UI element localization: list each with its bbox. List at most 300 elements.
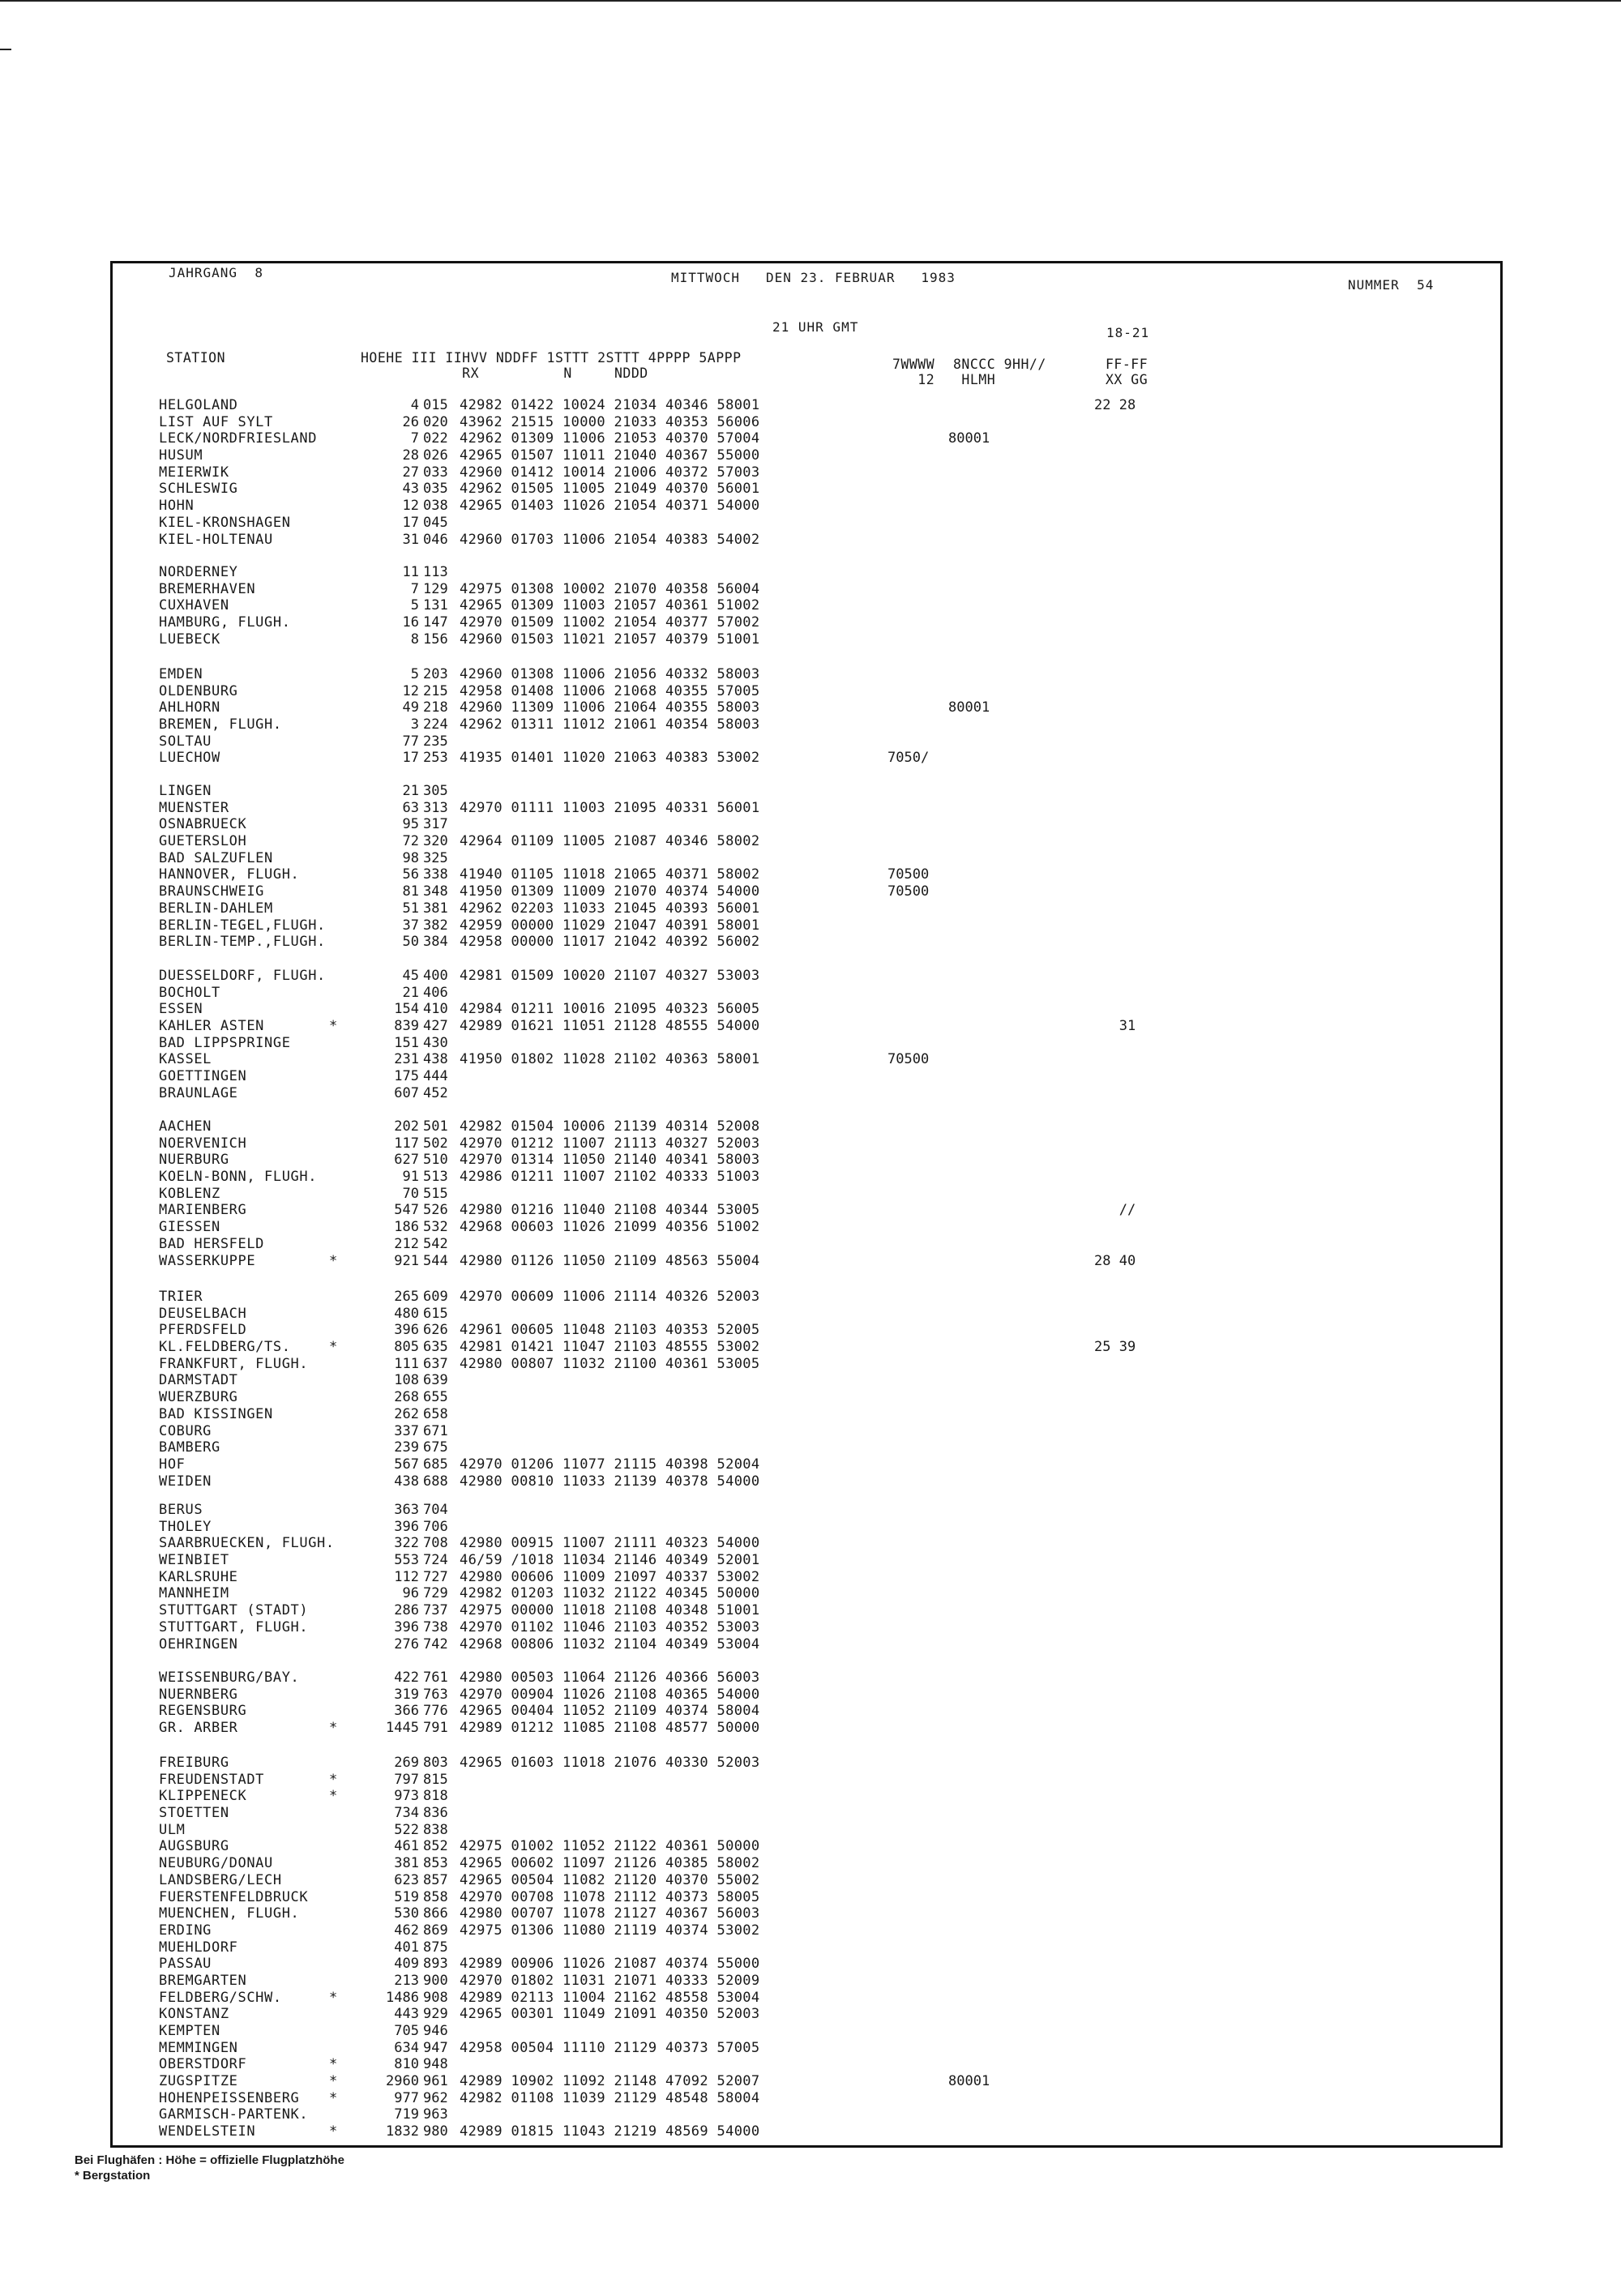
station-height: 49	[402, 699, 419, 716]
mountain-station-marker: *	[329, 1018, 338, 1035]
station-height: 519	[394, 1888, 419, 1905]
station-number: 708	[423, 1535, 448, 1552]
station-row	[0, 1439, 1378, 1456]
station-row	[0, 1973, 1378, 1990]
mountain-station-marker: *	[329, 2089, 338, 2106]
station-number: 948	[423, 2056, 448, 2073]
station-name: MUENCHEN, FLUGH.	[159, 1905, 300, 1922]
group-7wwww: 70500	[887, 883, 930, 900]
station-name: OEHRINGEN	[159, 1635, 238, 1653]
group-ff: 31	[1094, 1018, 1136, 1035]
station-name: SOLTAU	[159, 733, 212, 750]
station-name: WUERZBURG	[159, 1389, 238, 1406]
station-name: MARIENBERG	[159, 1202, 247, 1219]
synop-codes: 42980 00810 11033 21139 40378 54000	[460, 1473, 760, 1490]
station-name: SCHLESWIG	[159, 481, 238, 498]
station-height: 31	[402, 531, 419, 548]
group-8nccc: 80001	[948, 430, 990, 447]
station-row	[0, 1289, 1378, 1306]
station-number: 724	[423, 1552, 448, 1569]
station-name: ESSEN	[159, 1001, 203, 1018]
station-row	[0, 1805, 1378, 1822]
station-name: GARMISCH-PARTENK.	[159, 2106, 309, 2123]
station-height: 607	[394, 1084, 419, 1101]
station-number: 338	[423, 866, 448, 883]
station-name: BRAUNSCHWEIG	[159, 883, 265, 900]
station-name: GUETERSLOH	[159, 833, 247, 850]
synop-codes: 42965 01309 11003 21057 40361 51002	[460, 597, 760, 614]
station-name: KOELN-BONN, FLUGH.	[159, 1169, 318, 1186]
group-ff: //	[1094, 1202, 1136, 1219]
station-row	[0, 1755, 1378, 1772]
station-number: 961	[423, 2073, 448, 2090]
station-height: 154	[394, 1001, 419, 1018]
station-height: 396	[394, 1322, 419, 1339]
station-height: 1486	[386, 1989, 419, 2006]
station-name: HOF	[159, 1456, 186, 1473]
station-name: STOETTEN	[159, 1805, 229, 1822]
station-number: 635	[423, 1339, 448, 1356]
station-row	[0, 1772, 1378, 1789]
station-height: 98	[402, 849, 419, 866]
station-row	[0, 716, 1378, 733]
station-height: 21	[402, 783, 419, 799]
station-row	[0, 985, 1378, 1002]
column-header-ff: FF-FF XX GG	[1106, 357, 1148, 387]
station-number: 900	[423, 1972, 448, 1989]
station-height: 4	[410, 397, 419, 413]
station-name: FELDBERG/SCHW.	[159, 1989, 282, 2006]
station-number: 313	[423, 799, 448, 816]
station-row	[0, 1519, 1378, 1536]
station-number: 776	[423, 1703, 448, 1720]
station-height: 175	[394, 1068, 419, 1085]
station-row	[0, 1219, 1378, 1236]
station-number: 875	[423, 1939, 448, 1956]
station-name: ZUGSPITZE	[159, 2073, 238, 2090]
mountain-station-marker: *	[329, 1771, 338, 1788]
station-number: 688	[423, 1473, 448, 1490]
station-number: 348	[423, 883, 448, 900]
station-number: 963	[423, 2106, 448, 2123]
station-row	[0, 1619, 1378, 1636]
station-number: 729	[423, 1585, 448, 1602]
station-row	[0, 2106, 1378, 2123]
station-number: 742	[423, 1635, 448, 1653]
station-height: 443	[394, 2006, 419, 2023]
station-number: 947	[423, 2039, 448, 2056]
synop-codes: 42970 01111 11003 21095 40331 56001	[460, 799, 760, 816]
station-height: 21	[402, 984, 419, 1001]
station-row	[0, 1535, 1378, 1552]
station-number: 532	[423, 1219, 448, 1236]
station-height: 977	[394, 2089, 419, 2106]
station-height: 77	[402, 733, 419, 750]
station-number: 706	[423, 1518, 448, 1535]
station-height: 319	[394, 1686, 419, 1703]
station-row	[0, 1872, 1378, 1889]
station-number: 045	[423, 514, 448, 531]
station-name: MANNHEIM	[159, 1585, 229, 1602]
station-row	[0, 1423, 1378, 1440]
station-name: GOETTINGEN	[159, 1068, 247, 1085]
station-height: 117	[394, 1135, 419, 1152]
station-name: PFERDSFELD	[159, 1322, 247, 1339]
station-name: NEUBURG/DONAU	[159, 1855, 273, 1872]
station-row	[0, 464, 1378, 481]
station-row	[0, 1186, 1378, 1203]
station-row	[0, 683, 1378, 700]
station-height: 322	[394, 1535, 419, 1552]
station-height: 11	[402, 564, 419, 580]
station-name: WEISSENBURG/BAY.	[159, 1670, 300, 1686]
station-height: 366	[394, 1703, 419, 1720]
station-number: 131	[423, 597, 448, 614]
station-number: 637	[423, 1355, 448, 1372]
station-number: 406	[423, 984, 448, 1001]
station-height: 286	[394, 1602, 419, 1619]
station-height: 401	[394, 1939, 419, 1956]
station-number: 452	[423, 1084, 448, 1101]
synop-codes: 42965 00301 11049 21091 40350 52003	[460, 2006, 760, 2023]
station-height: 17	[402, 750, 419, 767]
synop-codes: 42960 01703 11006 21054 40383 54002	[460, 531, 760, 548]
mountain-station-marker: *	[329, 2073, 338, 2090]
mountain-station-marker: *	[329, 2056, 338, 2073]
station-number: 838	[423, 1821, 448, 1838]
synop-codes: 42975 00000 11018 21108 40348 51001	[460, 1602, 760, 1619]
station-name: HOHN	[159, 498, 195, 515]
station-name: COBURG	[159, 1422, 212, 1439]
station-height: 269	[394, 1755, 419, 1771]
station-height: 239	[394, 1439, 419, 1456]
station-name: BREMEN, FLUGH.	[159, 716, 282, 733]
station-height: 45	[402, 968, 419, 984]
station-height: 396	[394, 1518, 419, 1535]
station-height: 231	[394, 1051, 419, 1068]
station-number: 980	[423, 2123, 448, 2140]
synop-codes: 42980 00915 11007 21111 40323 54000	[460, 1535, 760, 1552]
station-row	[0, 1035, 1378, 1052]
station-name: GIESSEN	[159, 1219, 220, 1236]
station-number: 410	[423, 1001, 448, 1018]
station-row	[0, 2073, 1378, 2090]
synop-codes: 42970 00904 11026 21108 40365 54000	[460, 1686, 760, 1703]
station-number: 893	[423, 1956, 448, 1973]
station-height: 268	[394, 1389, 419, 1406]
station-row	[0, 397, 1378, 414]
station-number: 501	[423, 1118, 448, 1135]
station-row	[0, 1788, 1378, 1805]
station-height: 1832	[386, 2123, 419, 2140]
station-height: 805	[394, 1339, 419, 1356]
station-height: 839	[394, 1018, 419, 1035]
station-height: 409	[394, 1956, 419, 1973]
station-height: 462	[394, 1922, 419, 1939]
station-name: KIEL-HOLTENAU	[159, 531, 273, 548]
mountain-station-marker: *	[329, 1788, 338, 1805]
station-number: 224	[423, 716, 448, 733]
station-height: 7	[410, 430, 419, 447]
station-number: 513	[423, 1169, 448, 1186]
station-height: 12	[402, 682, 419, 699]
station-height: 973	[394, 1788, 419, 1805]
station-row	[0, 750, 1378, 767]
station-height: 363	[394, 1502, 419, 1518]
station-number: 033	[423, 464, 448, 481]
station-row	[0, 1322, 1378, 1339]
station-height: 63	[402, 799, 419, 816]
station-height: 276	[394, 1635, 419, 1653]
station-number: 869	[423, 1922, 448, 1939]
station-number: 015	[423, 397, 448, 413]
station-name: WEIDEN	[159, 1473, 212, 1490]
synop-codes: 42982 01504 10006 21139 40314 52008	[460, 1118, 760, 1135]
station-number: 818	[423, 1788, 448, 1805]
station-row	[0, 1990, 1378, 2007]
station-row	[0, 564, 1378, 581]
station-height: 627	[394, 1152, 419, 1169]
station-row	[0, 1473, 1378, 1490]
station-number: 929	[423, 2006, 448, 2023]
station-height: 262	[394, 1405, 419, 1422]
nummer-label: NUMMER 54	[1348, 277, 1435, 293]
station-height: 422	[394, 1670, 419, 1686]
station-number: 510	[423, 1152, 448, 1169]
synop-codes: 42962 01311 11012 21061 40354 58003	[460, 716, 760, 733]
station-name: AACHEN	[159, 1118, 212, 1135]
station-height: 5	[410, 597, 419, 614]
station-height: 634	[394, 2039, 419, 2056]
station-row	[0, 2123, 1378, 2140]
synop-codes: 42970 01802 11031 21071 40333 52009	[460, 1972, 760, 1989]
station-height: 522	[394, 1821, 419, 1838]
station-name: KONSTANZ	[159, 2006, 229, 2023]
station-name: BERLIN-DAHLEM	[159, 900, 273, 917]
station-name: LIST AUF SYLT	[159, 413, 273, 430]
synop-codes: 42960 01503 11021 21057 40379 51001	[460, 631, 760, 648]
synop-codes: 42968 00603 11026 21099 40356 51002	[460, 1219, 760, 1236]
station-height: 530	[394, 1905, 419, 1922]
station-name: BOCHOLT	[159, 984, 220, 1001]
station-row	[0, 498, 1378, 515]
station-number: 858	[423, 1888, 448, 1905]
station-height: 51	[402, 900, 419, 917]
station-row	[0, 1068, 1378, 1085]
synop-codes: 42965 01507 11011 21040 40367 55000	[460, 447, 760, 464]
station-height: 95	[402, 816, 419, 833]
synop-codes: 42980 00707 11078 21127 40367 56003	[460, 1905, 760, 1922]
synop-codes: 42981 01509 10020 21107 40327 53003	[460, 968, 760, 984]
station-name: WASSERKUPPE	[159, 1252, 256, 1269]
station-height: 1445	[386, 1720, 419, 1737]
synop-codes: 42958 00000 11017 21042 40392 56002	[460, 934, 760, 951]
synop-codes: 42980 00503 11064 21126 40366 56003	[460, 1670, 760, 1686]
synop-codes: 42960 01412 10014 21006 40372 57003	[460, 464, 760, 481]
station-number: 022	[423, 430, 448, 447]
station-name: KLIPPENECK	[159, 1788, 247, 1805]
station-row	[0, 1670, 1378, 1687]
station-row	[0, 699, 1378, 716]
station-height: 5	[410, 666, 419, 682]
station-number: 147	[423, 614, 448, 631]
station-name: KARLSRUHE	[159, 1568, 238, 1585]
station-row	[0, 1169, 1378, 1186]
station-number: 427	[423, 1018, 448, 1035]
station-height: 705	[394, 2023, 419, 2039]
station-name: BAD SALZUFLEN	[159, 849, 273, 866]
station-row	[0, 1585, 1378, 1602]
station-name: LECK/NORDFRIESLAND	[159, 430, 318, 447]
synop-codes: 42989 10902 11092 21148 47092 52007	[460, 2073, 760, 2090]
station-name: HELGOLAND	[159, 397, 238, 413]
station-number: 542	[423, 1235, 448, 1252]
station-name: THOLEY	[159, 1518, 212, 1535]
station-name: AUGSBURG	[159, 1838, 229, 1855]
synop-codes: 42970 01314 11050 21140 40341 58003	[460, 1152, 760, 1169]
synop-codes: 42964 01109 11005 21087 40346 58002	[460, 833, 760, 850]
station-name: NOERVENICH	[159, 1135, 247, 1152]
station-number: 235	[423, 733, 448, 750]
station-name: PASSAU	[159, 1956, 212, 1973]
synop-codes: 42968 00806 11032 21104 40349 53004	[460, 1635, 760, 1653]
station-name: OSNABRUECK	[159, 816, 247, 833]
synop-codes: 42970 01212 11007 21113 40327 52003	[460, 1135, 760, 1152]
station-name: KIEL-KRONSHAGEN	[159, 514, 291, 531]
station-number: 038	[423, 498, 448, 515]
station-name: OLDENBURG	[159, 682, 238, 699]
station-name: CUXHAVEN	[159, 597, 229, 614]
station-number: 215	[423, 682, 448, 699]
station-row	[0, 1085, 1378, 1102]
station-number: 382	[423, 917, 448, 934]
station-height: 461	[394, 1838, 419, 1855]
station-height: 108	[394, 1372, 419, 1389]
station-number: 203	[423, 666, 448, 682]
station-name: AHLHORN	[159, 699, 220, 716]
synop-codes: 42965 01403 11026 21054 40371 54000	[460, 498, 760, 515]
station-number: 727	[423, 1568, 448, 1585]
station-height: 16	[402, 614, 419, 631]
station-name: LUEBECK	[159, 631, 220, 648]
station-row	[0, 614, 1378, 631]
synop-codes: 42989 01212 11085 21108 48577 50000	[460, 1720, 760, 1737]
station-number: 156	[423, 631, 448, 648]
synop-codes: 42970 01509 11002 21054 40377 57002	[460, 614, 760, 631]
group-8nccc: 80001	[948, 699, 990, 716]
column-header-7wwww: 7WWWW 12	[892, 357, 935, 387]
station-row	[0, 666, 1378, 683]
station-number: 129	[423, 580, 448, 597]
station-number: 852	[423, 1838, 448, 1855]
synop-codes: 42980 01216 11040 21108 40344 53005	[460, 1202, 760, 1219]
synop-codes: 42975 01002 11052 21122 40361 50000	[460, 1838, 760, 1855]
station-group	[0, 1502, 1378, 1653]
station-number: 253	[423, 750, 448, 767]
station-number: 626	[423, 1322, 448, 1339]
synop-codes: 42975 01306 11080 21119 40374 53002	[460, 1922, 760, 1939]
station-number: 218	[423, 699, 448, 716]
station-height: 381	[394, 1855, 419, 1872]
station-row	[0, 1687, 1378, 1704]
station-row	[0, 2056, 1378, 2073]
station-row	[0, 1018, 1378, 1035]
station-name: STUTTGART (STADT)	[159, 1602, 309, 1619]
station-row	[0, 2006, 1378, 2023]
mountain-station-marker: *	[329, 1720, 338, 1737]
date-label: MITTWOCH DEN 23. FEBRUAR 1983	[671, 270, 956, 285]
scan-edge-line	[0, 0, 1621, 2]
synop-codes: 42970 00609 11006 21114 40326 52003	[460, 1289, 760, 1305]
station-height: 37	[402, 917, 419, 934]
column-header-row2: RX N NDDD	[166, 366, 648, 381]
station-row	[0, 1118, 1378, 1135]
scan-edge-tick	[0, 49, 11, 50]
station-height: 8	[410, 631, 419, 648]
station-name: BERLIN-TEGEL,FLUGH.	[159, 917, 326, 934]
station-name: GR. ARBER	[159, 1720, 238, 1737]
station-name: HAMBURG, FLUGH.	[159, 614, 291, 631]
station-name: FUERSTENFELDBRUCK	[159, 1888, 309, 1905]
station-height: 480	[394, 1305, 419, 1322]
station-number: 438	[423, 1051, 448, 1068]
station-height: 212	[394, 1235, 419, 1252]
station-number: 763	[423, 1686, 448, 1703]
station-row	[0, 900, 1378, 917]
station-row	[0, 481, 1378, 498]
station-number: 400	[423, 968, 448, 984]
station-row	[0, 733, 1378, 750]
station-name: HANNOVER, FLUGH.	[159, 866, 300, 883]
synop-codes: 42989 01815 11043 21219 48569 54000	[460, 2123, 760, 2140]
station-group	[0, 1118, 1378, 1269]
station-row	[0, 1236, 1378, 1253]
station-number: 430	[423, 1034, 448, 1051]
station-group	[0, 783, 1378, 951]
station-row	[0, 1720, 1378, 1737]
group-8nccc: 80001	[948, 2073, 990, 2090]
synop-codes: 42958 00504 11110 21129 40373 57005	[460, 2039, 760, 2056]
station-group	[0, 666, 1378, 767]
station-group	[0, 397, 1378, 548]
synop-codes: 42982 01108 11039 21129 48548 58004	[460, 2089, 760, 2106]
station-row	[0, 2090, 1378, 2107]
synop-codes: 42962 02203 11033 21045 40393 56001	[460, 900, 760, 917]
station-number: 658	[423, 1405, 448, 1422]
station-group	[0, 1755, 1378, 2140]
station-group	[0, 1289, 1378, 1490]
station-height: 438	[394, 1473, 419, 1490]
station-row	[0, 1202, 1378, 1219]
station-name: BREMGARTEN	[159, 1972, 247, 1989]
station-height: 50	[402, 934, 419, 951]
station-name: SAARBRUECKEN, FLUGH.	[159, 1535, 335, 1552]
station-name: LANDSBERG/LECH	[159, 1871, 282, 1888]
station-number: 655	[423, 1389, 448, 1406]
station-height: 111	[394, 1355, 419, 1372]
mountain-station-marker: *	[329, 1252, 338, 1269]
station-height: 810	[394, 2056, 419, 2073]
station-number: 791	[423, 1720, 448, 1737]
station-group	[0, 1670, 1378, 1737]
station-row	[0, 934, 1378, 951]
station-name: ULM	[159, 1821, 186, 1838]
station-height: 56	[402, 866, 419, 883]
station-name: NORDERNEY	[159, 564, 238, 580]
station-height: 2960	[386, 2073, 419, 2090]
station-number: 046	[423, 531, 448, 548]
station-name: FREUDENSTADT	[159, 1771, 265, 1788]
